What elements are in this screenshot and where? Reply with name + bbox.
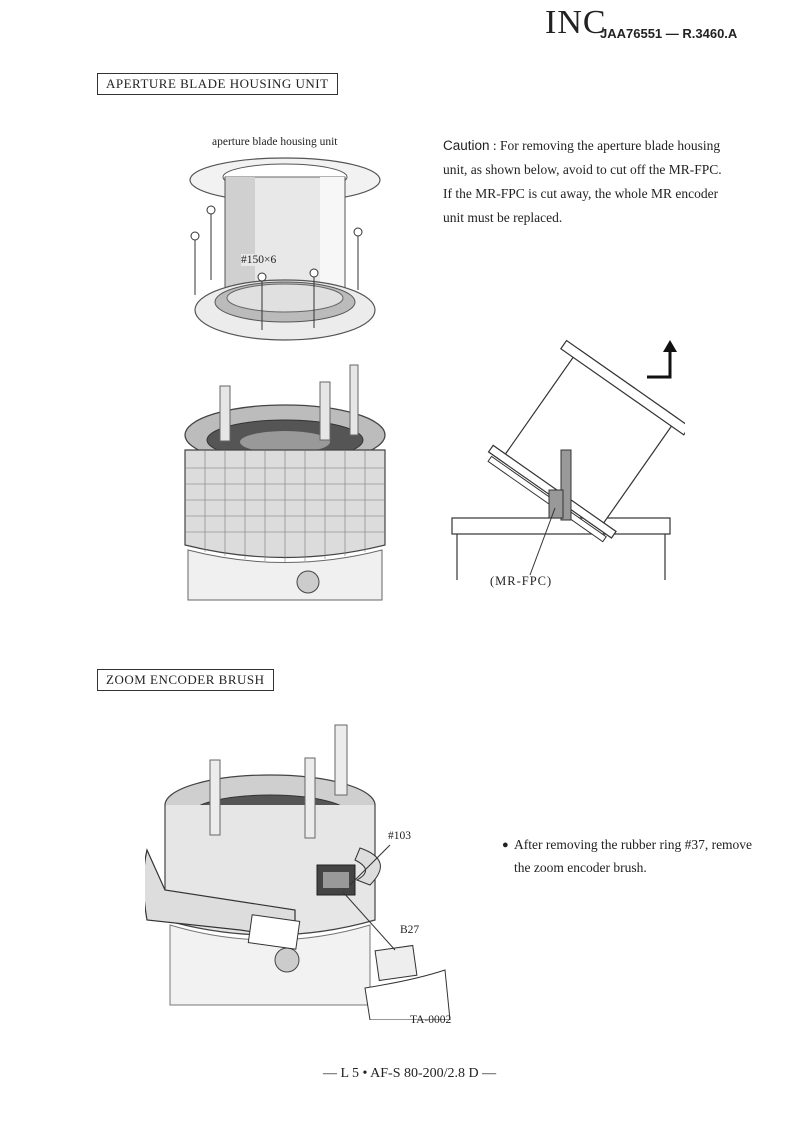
page-footer: — L 5 • AF-S 80-200/2.8 D —	[323, 1066, 497, 1081]
caution-text: : For removing the aperture blade housing unit, as shown below, avoid to cut off the MR-FPC.	[443, 138, 722, 177]
section-title-aperture: APERTURE BLADE HOUSING UNIT	[97, 73, 338, 95]
label-b27: B27	[400, 924, 420, 936]
label-103: #103	[388, 830, 411, 842]
zoom-brush-note-text: After removing the rubber ring #37, remove the zoom encoder brush.	[514, 837, 753, 875]
section-title-zoom: ZOOM ENCODER BRUSH	[97, 669, 274, 691]
caution-note	[443, 134, 733, 230]
mr-fpc-diagram	[445, 330, 685, 580]
aperture-housing-illustration	[180, 150, 390, 605]
zoom-encoder-illustration	[145, 720, 465, 1020]
fpc-label: (MR-FPC)	[490, 574, 553, 588]
caution-text-2: If the MR-FPC is cut away, the whole MR encoder unit must be replaced.	[443, 186, 719, 225]
zoom-brush-note	[502, 834, 764, 879]
caution-label: Caution	[443, 138, 490, 153]
screw-label: #150×6	[241, 254, 277, 266]
brand-mark: INC	[545, 4, 607, 41]
bullet-icon: ●	[502, 839, 509, 851]
document-code: JAA76551 — R.3460.A	[600, 26, 738, 41]
label-ta0002: TA-0002	[410, 1014, 452, 1026]
figure-label-housing: aperture blade housing unit	[212, 136, 338, 148]
